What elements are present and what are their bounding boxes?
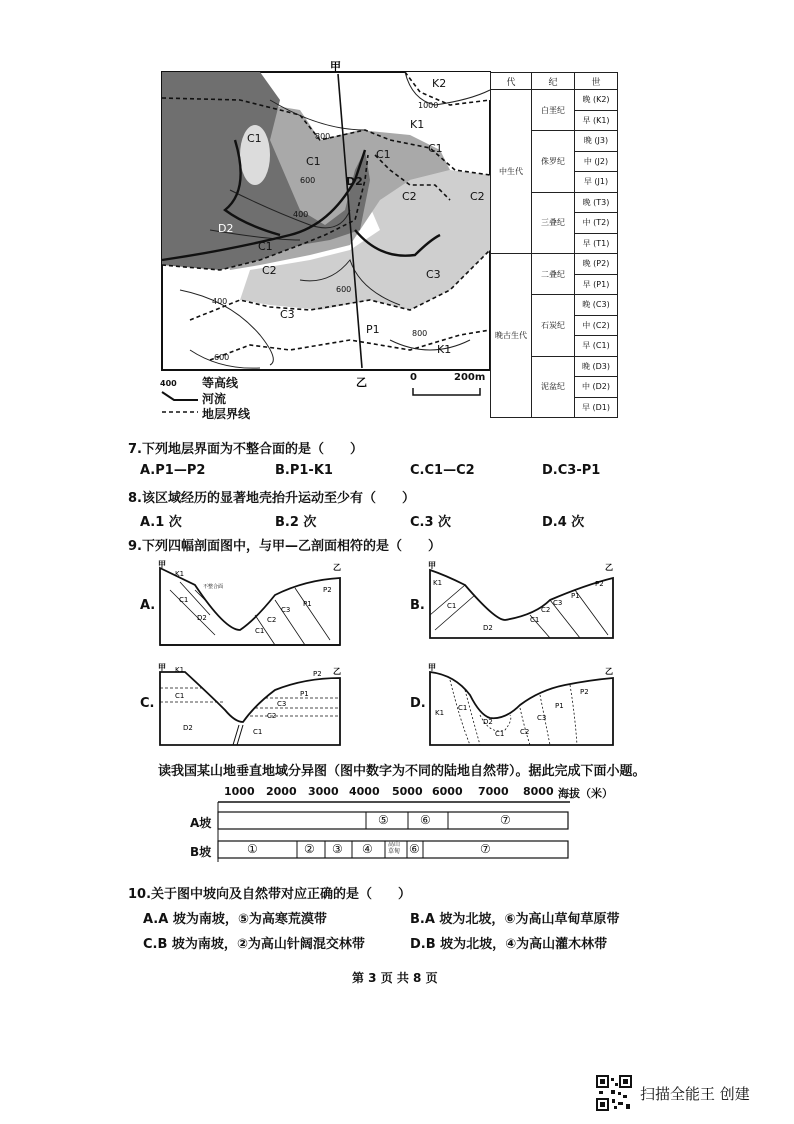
map-label-d2: D2 [346,175,363,188]
contour-label: 600 [300,176,316,185]
q8-option-d[interactable]: D.4 次 [542,515,585,530]
scale-bar [410,372,490,402]
axis-tick: 2000 [266,785,297,798]
epoch-j1: 早 (J1) [575,172,618,193]
axis-tick: 6000 [432,785,463,798]
question-7-stem: 7.下列地层界面为不整合面的是（ ） [128,442,363,457]
alpine-label-1: 高山 [388,841,401,848]
vertical-zone-chart [180,785,620,865]
contour-label: 400 [212,297,228,306]
legend-river [160,390,320,405]
profile-label: C1 [458,704,468,712]
period-permian: 二叠纪 [532,254,575,295]
q8-option-c[interactable]: C.3 次 [410,515,452,530]
period-triassic: 三叠纪 [532,192,575,254]
map-label-c1: C1 [306,155,321,168]
map-label-p1: P1 [366,323,380,336]
period-devonian: 泥盆纪 [532,356,575,418]
era-late-paleozoic: 晚古生代 [491,254,532,418]
map-south-label: 乙 [356,376,367,389]
q9-profile-b[interactable] [425,560,620,650]
zone-b-4: ④ [362,842,373,856]
q9-profile-a[interactable] [155,560,350,650]
epoch-k1: 早 (K1) [575,110,618,131]
zone-b-3: ③ [332,842,343,856]
profile-label: K1 [435,709,445,717]
qr-code-icon [596,1075,632,1111]
zone-a-7: ⑦ [500,813,511,827]
epoch-c1: 早 (C1) [575,336,618,357]
epoch-d2: 中 (D2) [575,377,618,398]
map-label-d2: D2 [218,222,234,235]
profile-end: 乙 [333,563,341,572]
zone-a-6: ⑥ [420,813,431,827]
unconformity-label: 不整合面 [203,584,224,590]
question-9-stem: 9.下列四幅剖面图中，与甲—乙剖面相符的是（ ） [128,539,441,554]
profile-label: P2 [313,670,322,678]
zone-b-2: ② [304,842,315,856]
q9-option-d-label[interactable]: D. [410,696,426,711]
period-carboniferous: 石炭纪 [532,295,575,357]
q10-option-d[interactable]: D.B 坡为北坡，④为高山灌木林带 [410,937,608,952]
profile-label: P2 [323,586,332,594]
map-label-c2: C2 [262,264,277,277]
q9-option-c-label[interactable]: C. [140,696,155,711]
epoch-t2: 中 (T2) [575,213,618,234]
strata-header: 世 [575,73,618,90]
legend-boundary [160,405,320,420]
profile-start: 甲 [428,561,436,570]
map-north-label: 甲 [330,60,341,73]
question-8-stem: 8.该区域经历的显著地壳抬升运动至少有（ ） [128,491,415,506]
contour-label: 600 [336,285,352,294]
epoch-c3: 晚 (C3) [575,295,618,316]
legend-contour-label: 等高线 [202,376,239,390]
boundary-symbol [160,405,200,419]
strata-table [490,72,618,418]
epoch-c2: 中 (C2) [575,315,618,336]
map-label-c1: C1 [428,142,443,155]
profile-end: 乙 [605,563,613,572]
q7-option-d[interactable]: D.C3-P1 [542,463,601,478]
q7-option-b[interactable]: B.P1-K1 [275,463,333,478]
map-label-k1-top: K1 [410,118,425,131]
map-label-c2: C2 [470,190,485,203]
axis-title: 海拔（米） [558,787,613,800]
q10-option-b[interactable]: B.A 坡为北坡，⑥为高山草甸草原带 [410,912,620,927]
period-cretaceous: 白垩纪 [532,90,575,131]
row-a-label: A坡 [190,816,212,830]
contour-label: 400 [293,210,309,219]
map-label-c1: C1 [376,148,391,161]
profile-label: P1 [571,592,580,600]
river-symbol [160,390,200,404]
map-label-k2: K2 [432,77,447,90]
q9-option-a-label[interactable]: A. [140,598,156,613]
epoch-t1: 早 (T1) [575,233,618,254]
axis-tick: 8000 [523,785,554,798]
axis-tick: 1000 [224,785,255,798]
profile-label: C3 [553,599,563,607]
epoch-d3: 晚 (D3) [575,356,618,377]
question-10-intro: 读我国某山地垂直地域分异图（图中数字为不同的陆地自然带）。据此完成下面小题。 [158,764,646,779]
zone-b-6: ⑥ [409,842,420,856]
map-label-c2: C2 [402,190,417,203]
epoch-d1: 早 (D1) [575,397,618,418]
q9-option-b-label[interactable]: B. [410,598,425,613]
axis-tick: 5000 [392,785,423,798]
legend-boundary-label: 地层界线 [202,407,251,421]
page-footer: 第 3 页 共 8 页 [352,971,438,985]
profile-label: D2 [183,724,193,732]
map-label-c1: C1 [258,240,273,253]
q9-profile-d[interactable] [425,660,620,750]
profile-label: C3 [537,714,547,722]
q8-option-a[interactable]: A.1 次 [140,515,182,530]
axis-tick: 4000 [349,785,380,798]
profile-label: C3 [281,606,291,614]
contour-label: 600 [214,353,230,362]
map-label-c3: C3 [426,268,441,281]
legend-contour-sample: 400 [160,379,177,388]
q8-option-b[interactable]: B.2 次 [275,515,317,530]
profile-label: D2 [483,718,493,726]
q10-option-a[interactable]: A.A 坡为南坡，⑤为高寒荒漠带 [143,912,327,927]
profile-label: C1 [179,596,189,604]
profile-label: C2 [267,712,277,720]
profile-label: C1 [255,627,265,635]
alpine-label-2: 草甸 [388,848,401,855]
q9-profile-c[interactable] [155,660,350,750]
epoch-j2: 中 (J2) [575,151,618,172]
legend-contour [160,375,320,390]
zone-b-alpine-meadow [388,841,400,855]
period-jurassic: 侏罗纪 [532,131,575,193]
profile-label: C1 [530,616,540,624]
profile-label: C2 [520,728,530,736]
epoch-j3: 晚 (J3) [575,131,618,152]
epoch-k2: 晚 (K2) [575,90,618,111]
profile-label: C2 [267,616,277,624]
profile-start: 甲 [158,663,166,672]
epoch-p1: 早 (P1) [575,274,618,295]
zone-a-5: ⑤ [378,813,389,827]
profile-label: D2 [197,614,207,622]
axis-tick: 3000 [308,785,339,798]
profile-label: K1 [175,666,185,674]
profile-start: 甲 [428,663,436,672]
profile-label: P2 [595,580,604,588]
question-10-stem: 10.关于图中坡向及自然带对应正确的是（ ） [128,887,412,902]
legend-river-label: 河流 [202,392,227,406]
profile-label: C2 [541,606,551,614]
profile-label: C1 [495,730,505,738]
profile-label: D2 [483,624,493,632]
profile-label: P1 [303,600,312,608]
profile-label: C3 [277,700,287,708]
profile-label: K1 [433,579,443,587]
profile-start: 甲 [158,560,166,569]
map-label-k1-bottom: K1 [437,343,452,356]
geologic-map [150,60,500,405]
row-b-label: B坡 [190,845,212,859]
contour-label: 800 [412,329,428,338]
profile-end: 乙 [333,667,341,676]
profile-label: C1 [253,728,263,736]
strata-header: 代 [491,73,532,90]
map-label-c3: C3 [280,308,295,321]
contour-label: 1000 [418,101,439,110]
q7-option-c[interactable]: C.C1—C2 [410,463,475,478]
profile-label: K1 [175,570,185,578]
strata-header: 纪 [532,73,575,90]
map-label-c1: C1 [247,132,262,145]
scale-line [412,386,492,398]
profile-label: P1 [300,690,309,698]
profile-label: C1 [447,602,457,610]
q10-option-c[interactable]: C.B 坡为南坡，②为高山针阔混交林带 [143,937,365,952]
epoch-t3: 晚 (T3) [575,192,618,213]
epoch-p2: 晚 (P2) [575,254,618,275]
scale-end: 200m [454,372,486,383]
zone-bars [180,797,620,867]
contour-label: 800 [315,132,331,141]
q7-option-a[interactable]: A.P1—P2 [140,463,206,478]
profile-end: 乙 [605,667,613,676]
map-legend [160,375,320,425]
profile-label: C1 [175,692,185,700]
axis-tick: 7000 [478,785,509,798]
zone-b-7: ⑦ [480,842,491,856]
era-mesozoic: 中生代 [491,90,532,254]
scale-start: 0 [410,372,417,383]
scanner-watermark: 扫描全能王 创建 [640,1085,750,1103]
profile-label: P2 [580,688,589,696]
profile-label: P1 [555,702,564,710]
zone-b-1: ① [247,842,258,856]
